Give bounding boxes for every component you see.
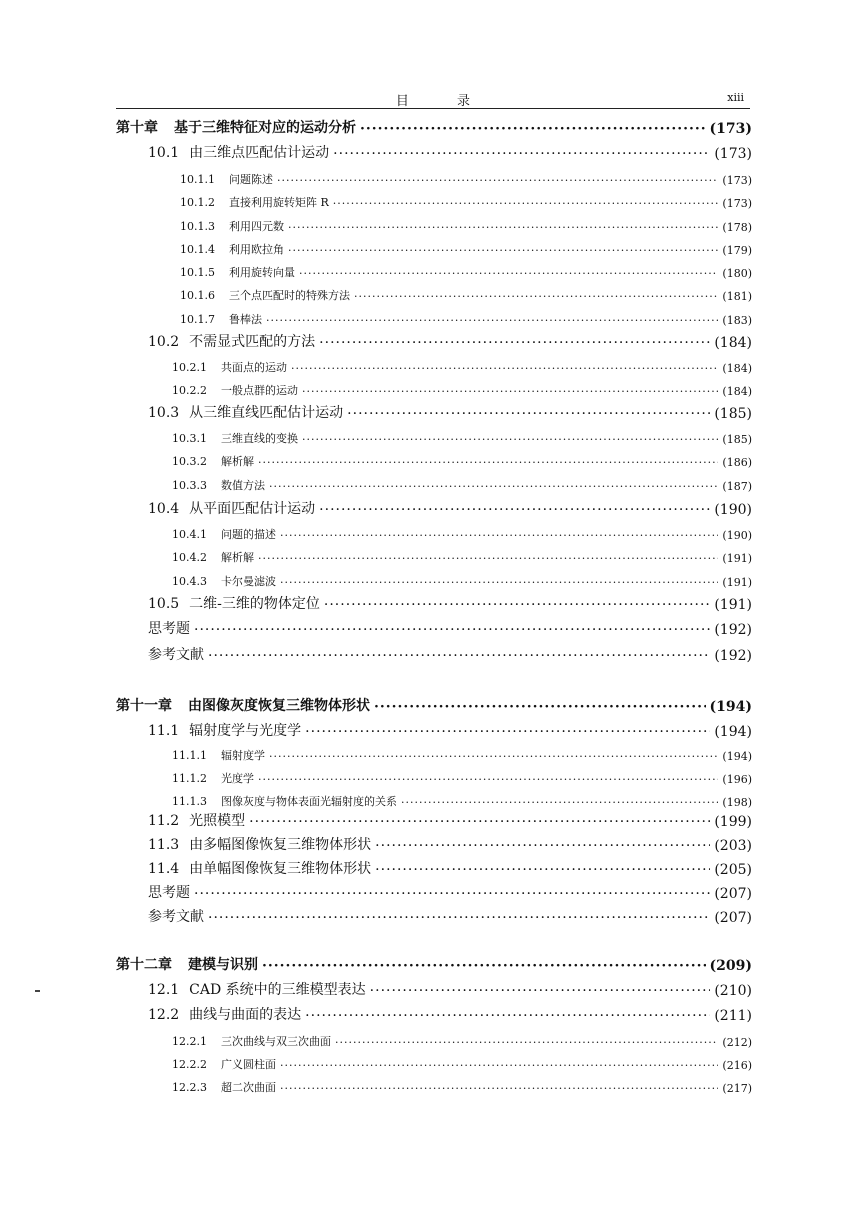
toc-entry-number: 10.1 [148,145,180,161]
dot-leader [335,1036,718,1049]
header-page-number: xiii [727,91,744,104]
toc-entry-number: 10.3.1 [172,432,207,445]
toc-entry-number: 10.5 [148,596,180,612]
toc-entry-number: 第十章 [116,120,158,136]
toc-entry-page: (173) [709,121,752,137]
toc-entry-title: 共面点的运动 [221,361,287,374]
toc-entry-title: 利用欧拉角 [229,243,284,256]
toc-entry-page: (205) [714,862,752,878]
toc-entry-label [148,906,204,926]
toc-entry-section [148,810,752,830]
toc-entry-label [116,117,356,137]
toc-entry-number: 11.2 [148,813,180,829]
toc-entry-page: (207) [714,886,752,902]
toc-entry-number: 10.1.4 [180,243,215,256]
dot-leader [319,502,710,518]
toc-entry-sub [172,522,752,542]
toc-entry-sub [172,473,752,493]
dot-leader [194,886,710,902]
dot-leader [347,406,710,422]
dot-leader [194,622,710,638]
toc-entry-title: 建模与识别 [188,957,258,973]
toc-entry-page: (209) [709,958,752,974]
dot-leader [258,552,718,565]
toc-entry-title: 卡尔曼滤波 [221,575,276,588]
dot-leader [258,456,718,469]
toc-entry-number: 11.1.1 [172,749,207,762]
toc-entry-page: (203) [714,838,752,854]
toc-entry-page: (184) [722,362,752,375]
toc-entry-sub [180,260,752,280]
dot-leader [280,1059,718,1072]
toc-entry-page: (181) [722,290,752,303]
toc-entry-plain [148,906,752,926]
toc-entry-section [148,331,752,351]
toc-entry-number: 10.1.2 [180,196,215,209]
toc-entry-title: 图像灰度与物体表面光辐射度的关系 [221,795,397,808]
toc-entry-number: 10.3 [148,405,180,421]
toc-entry-page: (207) [714,910,752,926]
toc-entry-sub [180,167,752,187]
toc-entry-title: 三次曲线与双三次曲面 [221,1035,331,1048]
toc-entry-page: (178) [722,221,752,234]
toc-entry-section [148,834,752,854]
toc-entry-chapter [116,695,752,715]
dot-leader [277,174,718,187]
dot-leader [291,362,718,375]
toc-entry-number: 10.4.3 [172,575,207,588]
toc-entry-sub [172,426,752,446]
toc-entry-page: (184) [722,385,752,398]
toc-entry-title: 从三维直线匹配估计运动 [189,405,344,421]
toc-entry-sub [172,1029,752,1049]
dot-leader [401,796,718,809]
toc-entry-label [172,1079,276,1095]
dot-leader [258,773,718,786]
toc-entry-label [148,402,343,422]
toc-entry-title: 直接利用旋转矩阵 R [229,196,329,209]
toc-entry-title: 数值方法 [221,479,265,492]
dot-leader [249,814,710,830]
toc-entry-title: 曲线与曲面的表达 [189,1007,302,1023]
toc-entry-sub [172,1075,752,1095]
toc-entry-page: (211) [714,1008,752,1024]
toc-entry-page: (217) [722,1082,752,1095]
toc-entry-title: 解析解 [221,455,254,468]
toc-entry-sub [180,190,752,210]
toc-entry-label [148,618,190,638]
toc-entry-label [148,331,315,351]
toc-entry-section [148,498,752,518]
toc-entry-label [148,834,371,854]
toc-entry-number: 第十二章 [116,957,172,973]
toc-entry-sub [172,545,752,565]
toc-entry-sub [172,569,752,589]
toc-entry-page: (210) [714,983,752,999]
toc-entry-section [148,593,752,613]
toc-entry-label [180,218,284,234]
toc-entry-label [180,241,284,257]
toc-entry-section [148,1004,752,1024]
toc-entry-page: (185) [722,433,752,446]
toc-entry-title: 三维直线的变换 [221,432,298,445]
toc-entry-title: 由单幅图像恢复三维物体形状 [189,861,372,877]
dot-leader [333,146,710,162]
toc-entry-title: 思考题 [148,885,190,901]
toc-entry-number: 11.1.2 [172,772,207,785]
toc-entry-title: 广义圆柱面 [221,1058,276,1071]
toc-entry-sub [172,766,752,786]
toc-entry-page: (216) [722,1059,752,1072]
toc-entry-label [180,287,350,303]
dot-leader [374,699,706,715]
toc-entry-page: (173) [714,146,752,162]
toc-entry-label [172,430,298,446]
toc-entry-label [172,359,287,375]
toc-entry-number: 10.2.2 [172,384,207,397]
toc-entry-sub [172,789,752,809]
toc-entry-label [180,264,295,280]
dot-leader [305,1008,710,1024]
toc-entry-page: (186) [722,456,752,469]
toc-entry-number: 12.2.3 [172,1081,207,1094]
toc-entry-title: 从平面匹配估计运动 [189,501,316,517]
toc-entry-label [180,194,329,210]
toc-entry-title: 由多幅图像恢复三维物体形状 [189,837,372,853]
dot-leader [299,267,718,280]
toc-entry-page: (198) [722,796,752,809]
dot-leader [262,958,706,974]
toc-entry-title: 鲁棒法 [229,313,262,326]
toc-entry-number: 10.4.2 [172,551,207,564]
toc-entry-page: (187) [722,480,752,493]
toc-entry-number: 10.2 [148,334,180,350]
toc-entry-number: 12.1 [148,982,180,998]
toc-entry-title: 参考文献 [148,909,204,925]
toc-entry-label [172,453,254,469]
toc-entry-section [148,720,752,740]
toc-entry-title: 超二次曲面 [221,1081,276,1094]
toc-entry-label [172,747,265,763]
toc-entry-title: 辐射度学与光度学 [189,723,302,739]
toc-entry-page: (191) [714,597,752,613]
toc-entry-number: 10.1.5 [180,266,215,279]
toc-entry-sub [172,355,752,375]
toc-entry-number: 10.3.2 [172,455,207,468]
toc-entry-title: 问题的描述 [221,528,276,541]
toc-entry-sub [172,1052,752,1072]
toc-entry-title: 由图像灰度恢复三维物体形状 [188,698,370,714]
dot-leader [324,597,710,613]
toc-entry-title: 利用四元数 [229,220,284,233]
toc-entry-title: 由三维点匹配估计运动 [189,145,330,161]
toc-entry-number: 10.4.1 [172,528,207,541]
dot-leader [288,221,718,234]
dot-leader [360,121,706,137]
toc-entry-number: 第十一章 [116,698,172,714]
toc-entry-page: (191) [722,576,752,589]
dot-leader [302,385,718,398]
toc-entry-number: 12.2.1 [172,1035,207,1048]
toc-entry-page: (194) [709,699,752,715]
toc-entry-label [148,498,315,518]
toc-entry-label [116,954,258,974]
scan-speck [35,990,40,992]
toc-entry-sub [180,214,752,234]
toc-entry-page: (190) [722,529,752,542]
dot-leader [280,529,718,542]
toc-entry-number: 10.1.1 [180,173,215,186]
toc-entry-page: (180) [722,267,752,280]
toc-entry-number: 10.2.1 [172,361,207,374]
toc-entry-page: (185) [714,406,752,422]
toc-entry-title: 问题陈述 [229,173,273,186]
dot-leader [333,197,719,210]
toc-entry-plain [148,882,752,902]
toc-entry-page: (173) [722,174,752,187]
toc-entry-page: (173) [722,197,752,210]
toc-entry-number: 10.3.3 [172,479,207,492]
toc-entry-plain [148,644,752,664]
toc-entry-title: 不需显式匹配的方法 [189,334,316,350]
toc-entry-title: 光照模型 [189,813,246,829]
toc-entry-title: 一般点群的运动 [221,384,298,397]
toc-entry-chapter [116,117,752,137]
toc-entry-sub [172,378,752,398]
dot-leader [269,480,718,493]
dot-leader [302,433,718,446]
toc-entry-number: 12.2.2 [172,1058,207,1071]
toc-entry-number: 11.1 [148,723,180,739]
dot-leader [305,724,710,740]
dot-leader [280,576,718,589]
toc-entry-title: 光度学 [221,772,254,785]
toc-entry-page: (194) [722,750,752,763]
toc-entry-page: (183) [722,314,752,327]
toc-entry-label [172,477,265,493]
toc-entry-section [148,142,752,162]
toc-entry-section [148,858,752,878]
toc-entry-label [148,858,371,878]
toc-entry-sub [180,307,752,327]
toc-entry-label [172,793,397,809]
toc-entry-section [148,402,752,422]
toc-entry-label [148,720,301,740]
toc-entry-title: 解析解 [221,551,254,564]
toc-entry-label [148,882,190,902]
dot-leader [266,314,718,327]
toc-entry-page: (192) [714,622,752,638]
header-title: 目 录 [395,94,493,109]
toc-entry-label [180,171,273,187]
toc-entry-title: 辐射度学 [221,749,265,762]
toc-entry-label [172,573,276,589]
toc-entry-label [148,593,320,613]
dot-leader [269,750,718,763]
toc-entry-sub [180,237,752,257]
toc-entry-title: 基于三维特征对应的运动分析 [174,120,356,136]
toc-entry-title: 二维-三维的物体定位 [189,596,320,612]
toc-entry-label [116,695,370,715]
toc-entry-label [172,1033,331,1049]
toc-entry-number: 11.1.3 [172,795,207,808]
toc-entry-number: 10.1.3 [180,220,215,233]
toc-entry-page: (196) [722,773,752,786]
toc-entry-plain [148,618,752,638]
toc-entry-section [148,979,752,999]
toc-entry-page: (184) [714,335,752,351]
toc-entry-label [172,1056,276,1072]
dot-leader [319,335,710,351]
dot-leader [375,838,710,854]
toc-entry-title: 三个点匹配时的特殊方法 [229,289,350,302]
dot-leader [354,290,718,303]
toc-entry-page: (199) [714,814,752,830]
toc-entry-label [148,810,245,830]
toc-entry-title: 思考题 [148,621,190,637]
toc-entry-number: 10.1.7 [180,313,215,326]
dot-leader [288,244,718,257]
toc-entry-number: 10.4 [148,501,180,517]
toc-entry-page: (191) [722,552,752,565]
toc-entry-label [148,979,366,999]
toc-entry-chapter [116,954,752,974]
toc-entry-sub [172,449,752,469]
toc-entry-title: CAD 系统中的三维模型表达 [189,982,366,998]
toc-entry-label [148,1004,301,1024]
dot-leader [375,862,710,878]
toc-entry-page: (192) [714,648,752,664]
dot-leader [280,1082,718,1095]
dot-leader [208,648,710,664]
dot-leader [370,983,711,999]
toc-entry-title: 参考文献 [148,647,204,663]
toc-entry-page: (194) [714,724,752,740]
toc-entry-number: 10.1.6 [180,289,215,302]
toc-entry-number: 11.4 [148,861,180,877]
toc-entry-label [148,142,329,162]
toc-entry-number: 11.3 [148,837,180,853]
toc-entry-sub [172,743,752,763]
dot-leader [208,910,710,926]
toc-entry-label [148,644,204,664]
toc-entry-page: (179) [722,244,752,257]
toc-entry-title: 利用旋转向量 [229,266,295,279]
toc-entry-label [172,382,298,398]
toc-entry-label [180,311,262,327]
toc-entry-sub [180,283,752,303]
toc-entry-label [172,770,254,786]
toc-entry-label [172,549,254,565]
toc-entry-page: (212) [722,1036,752,1049]
toc-entry-page: (190) [714,502,752,518]
toc-entry-number: 12.2 [148,1007,180,1023]
toc-entry-label [172,526,276,542]
